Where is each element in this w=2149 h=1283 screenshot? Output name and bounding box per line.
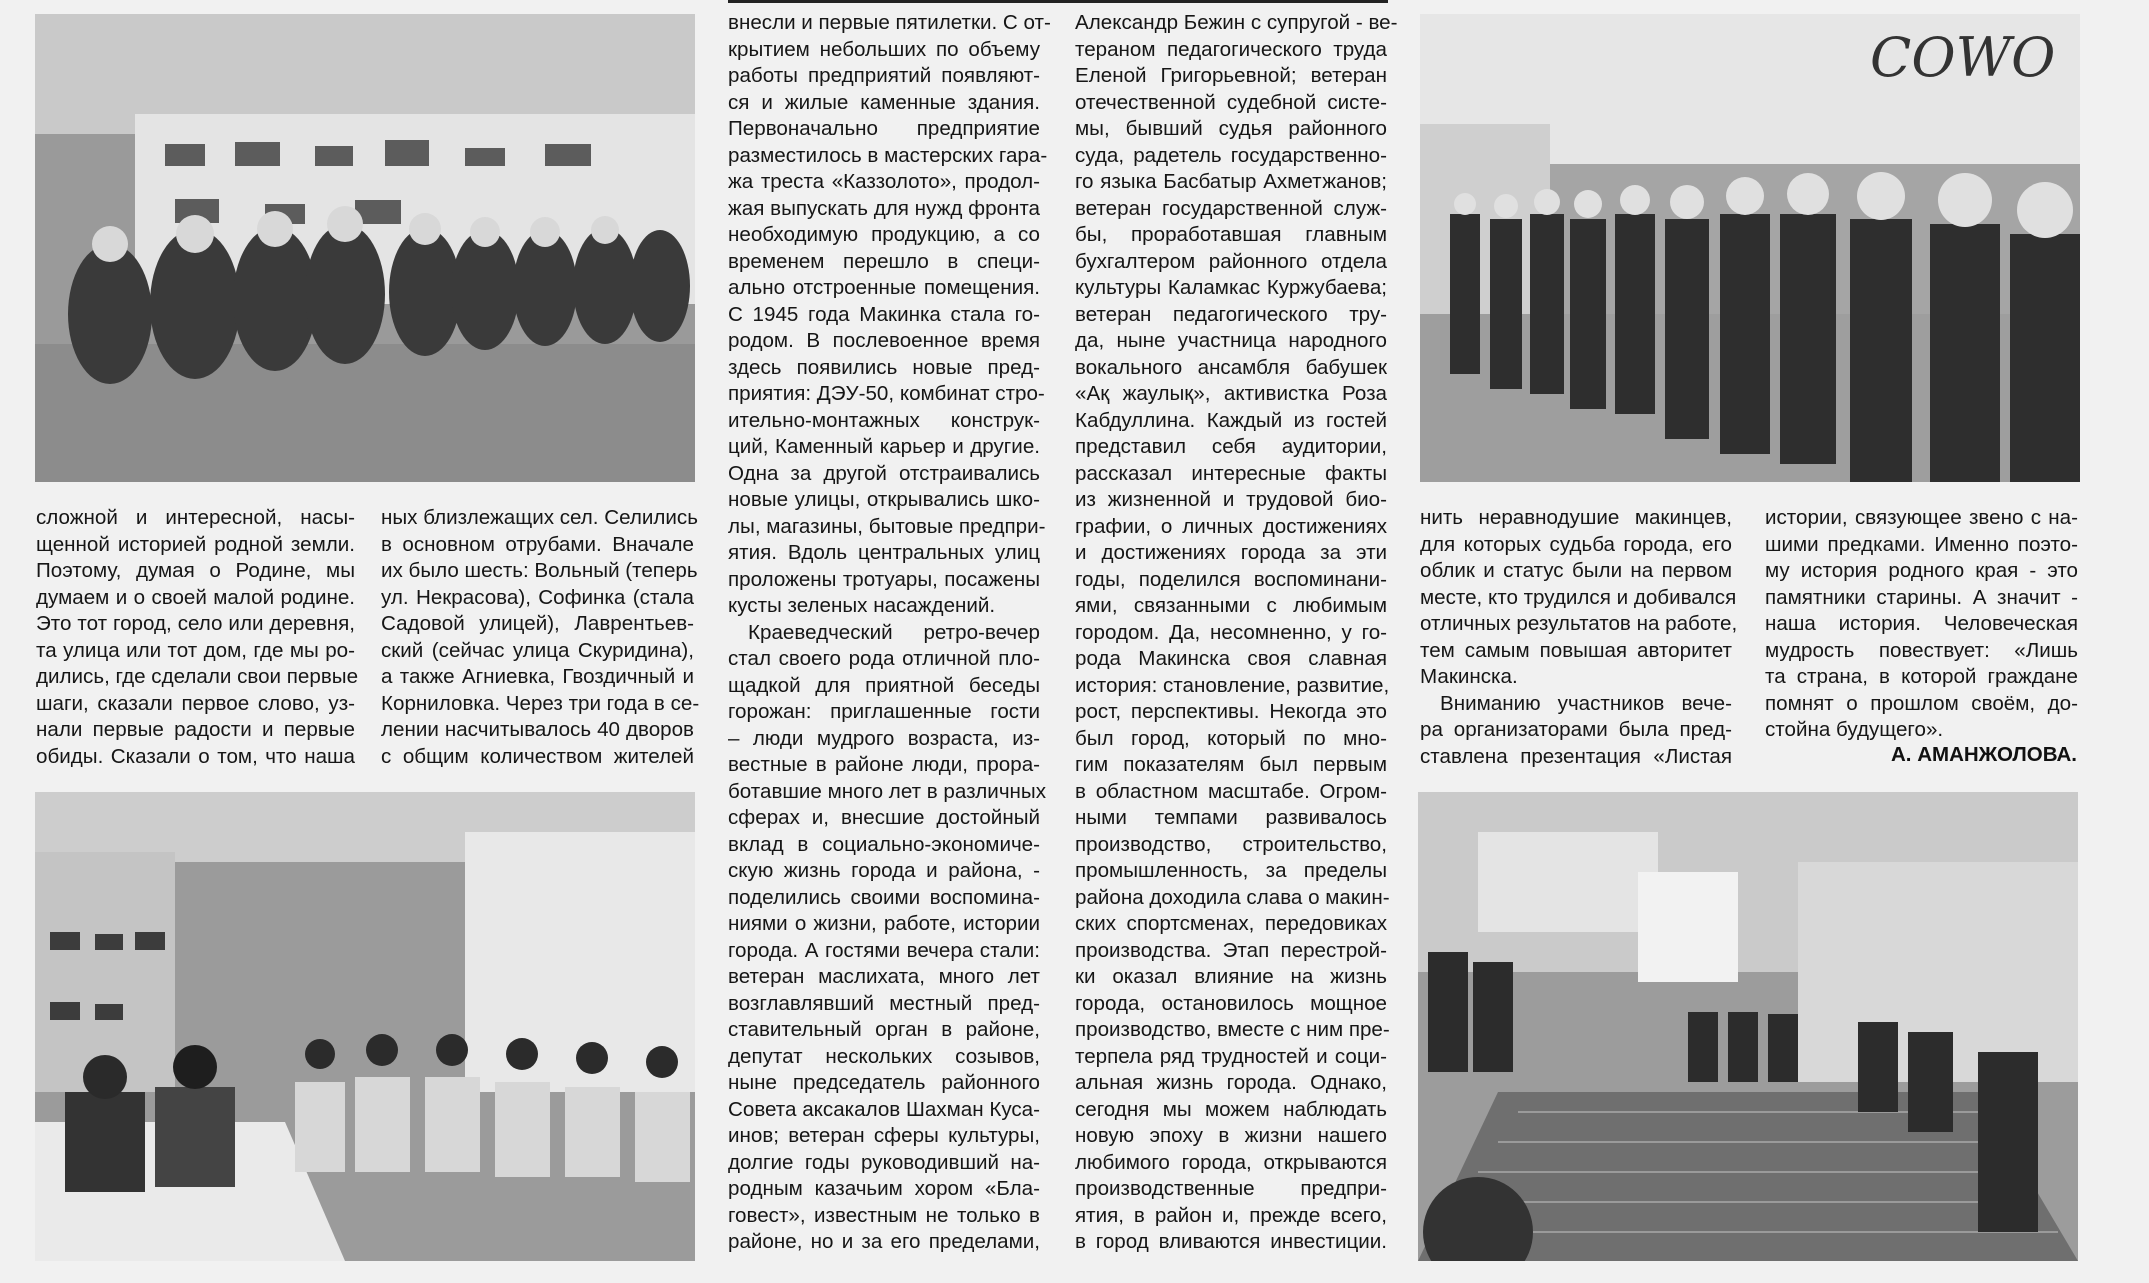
text-line: возглавлявший местный пред- bbox=[728, 991, 1040, 1015]
text-line: города. А гостями вечера стали: bbox=[728, 938, 1040, 962]
text-line: лы, магазины, бытовые предпри- bbox=[728, 514, 1046, 538]
text-line: истории, связующее звено с на- bbox=[1765, 506, 2078, 529]
text-line: культуры Каламкас Куржубаева; bbox=[1075, 276, 1387, 299]
text-line: мы, бывший судья районного bbox=[1075, 117, 1387, 140]
text-line: Первоначально предприятие bbox=[728, 117, 1040, 140]
text-line: бухгалтером районного отдела bbox=[1075, 249, 1387, 273]
text-line: мудрость повествует: «Лишь bbox=[1765, 638, 2078, 662]
text-line: производство, строительство, bbox=[1075, 832, 1387, 856]
text-line: Поэтому, думая о Родине, мы bbox=[36, 559, 355, 582]
text-line: ских спортсменах, передовиках bbox=[1075, 912, 1387, 935]
text-line: ями, связанными с любимым bbox=[1075, 594, 1387, 617]
text-line: та страна, в которой граждане bbox=[1765, 665, 2078, 688]
text-line: необходимую продукцию, а со bbox=[728, 223, 1040, 246]
text-line: работы предприятий появляют- bbox=[728, 64, 1040, 87]
text-line: ки оказал влияние на жизнь bbox=[1075, 965, 1387, 988]
text-line: дились, где сделали свои первые bbox=[36, 665, 359, 688]
text-line: инов; ветеран сферы культуры, bbox=[728, 1124, 1040, 1147]
text-line: щадкой для приятной беседы bbox=[728, 673, 1040, 697]
text-line: лении насчитывалось 40 дворов bbox=[381, 718, 694, 741]
text-line: ниями о жизни, работе, истории bbox=[728, 912, 1040, 935]
text-line: тем самым повышая авторитет bbox=[1420, 638, 1732, 662]
text-line: суда, радетель государственно- bbox=[1075, 143, 1387, 167]
text-line: – люди мудрого возраста, из- bbox=[728, 726, 1040, 750]
text-line: Корниловка. Через три года в се- bbox=[381, 691, 700, 715]
text-line: Совета аксакалов Шахман Куса- bbox=[728, 1097, 1040, 1121]
text-line: тераном педагогического труда bbox=[1075, 37, 1387, 61]
text-line: ятия, в район и, прежде всего, bbox=[1075, 1203, 1387, 1227]
text-line: крытием небольших по объему bbox=[728, 37, 1040, 61]
text-line: памятники старины. А значит - bbox=[1765, 585, 2078, 609]
text-line: рода Макинска своя славная bbox=[1075, 647, 1387, 670]
text-line: ветеран государственной служ- bbox=[1075, 196, 1387, 220]
text-line: проложены тротуары, посажены bbox=[728, 567, 1040, 591]
text-line: родным казачьим хором «Бла- bbox=[728, 1177, 1040, 1200]
text-line: сложной и интересной, насы- bbox=[36, 506, 355, 529]
text-line: временем перешло в специ- bbox=[728, 249, 1040, 273]
text-line: Еленой Григорьевной; ветеран bbox=[1075, 64, 1387, 87]
text-line: та улица или тот дом, где мы ро- bbox=[36, 638, 355, 662]
text-line: «Ақ жаулық», активистка Роза bbox=[1075, 382, 1387, 405]
text-line: графии, о личных достижениях bbox=[1075, 514, 1387, 538]
text-line: сегодня мы можем наблюдать bbox=[1075, 1097, 1387, 1121]
article-column-3 bbox=[728, 10, 1051, 1256]
text-line: в город вливаются инвестиции. bbox=[1075, 1230, 1387, 1253]
text-line: новую эпоху в жизни нашего bbox=[1075, 1124, 1387, 1147]
text-line: в основном отрубами. Вначале bbox=[381, 532, 694, 556]
text-line: промышленность, за пределы bbox=[1075, 859, 1387, 882]
text-line: облик и статус были на первом bbox=[1420, 559, 1732, 582]
text-line: помнят о прошлом своём, до- bbox=[1765, 691, 2078, 715]
text-line: ными темпами развивалось bbox=[1075, 806, 1387, 829]
wall-lettering: COWO bbox=[1870, 26, 2056, 89]
text-line: ально отстроенные помещения. bbox=[728, 276, 1040, 299]
text-line: шими предками. Именно поэто- bbox=[1765, 532, 2078, 556]
article-column-2 bbox=[381, 505, 700, 770]
top-rule bbox=[728, 0, 1388, 3]
text-line: гим показателям был первым bbox=[1075, 753, 1387, 776]
text-line: в областном масштабе. Огром- bbox=[1075, 779, 1387, 803]
text-line: отличных результатов на работе, bbox=[1420, 612, 1738, 635]
text-line: а также Агниевка, Гвоздичный и bbox=[381, 665, 694, 688]
photo-top-right bbox=[1420, 14, 2080, 482]
text-line: скую жизнь города и района, - bbox=[728, 859, 1040, 882]
text-line: ставительный орган в районе, bbox=[728, 1018, 1040, 1041]
text-line: ветеран педагогического тру- bbox=[1075, 302, 1387, 326]
text-line: говест», известным не только в bbox=[728, 1203, 1040, 1227]
text-line: Это тот город, село или деревня, bbox=[36, 612, 355, 635]
text-line: годы, поделился воспоминани- bbox=[1075, 567, 1387, 591]
text-line: Одна за другой отстраивались bbox=[728, 461, 1040, 485]
text-line: стал своего рода отличной пло- bbox=[728, 647, 1040, 670]
text-line: бы, проработавшая главным bbox=[1075, 223, 1387, 246]
text-line: родом. В послевоенное время bbox=[728, 329, 1040, 352]
text-line: ставлена презентация «Листая bbox=[1420, 744, 1732, 768]
text-line: производство, вместе с ним пре- bbox=[1075, 1018, 1390, 1041]
text-line: жая выпускать для нужд фронта bbox=[728, 196, 1040, 220]
text-line: района доходила слава о макин- bbox=[1075, 885, 1390, 909]
photo-bottom-left bbox=[35, 792, 695, 1261]
text-line: ительно-монтажных конструк- bbox=[728, 408, 1040, 432]
text-line: го языка Басбатыр Ахметжанов; bbox=[1075, 170, 1387, 193]
text-line: Александр Бежин с супругой - ве- bbox=[1075, 11, 1398, 34]
text-line: любимого города, открываются bbox=[1075, 1150, 1387, 1174]
text-line: здесь появились новые пред- bbox=[728, 355, 1040, 379]
text-line: му история родного края - это bbox=[1765, 559, 2078, 582]
text-line: рассказал интересные факты bbox=[1075, 461, 1387, 485]
text-line: нить неравнодушие макинцев, bbox=[1420, 506, 1732, 529]
text-line: ныне председатель районного bbox=[728, 1071, 1040, 1094]
text-line: с общим количеством жителей bbox=[381, 744, 694, 768]
text-line: внесли и первые пятилетки. С от- bbox=[728, 11, 1051, 34]
text-line: альная жизнь города. Однако, bbox=[1075, 1071, 1387, 1094]
text-line: да, ныне участница народного bbox=[1075, 329, 1387, 352]
article-column-1 bbox=[36, 505, 359, 770]
text-line: городом. Да, несомненно, у го- bbox=[1075, 620, 1387, 644]
text-line: Краеведческий ретро-вечер bbox=[748, 620, 1040, 644]
text-line: Макинска. bbox=[1420, 665, 1518, 688]
text-line: для которых судьба города, его bbox=[1420, 532, 1732, 556]
text-line: производства. Этап перестрой- bbox=[1075, 938, 1387, 962]
text-line: ул. Некрасова), Софинка (стала bbox=[381, 585, 694, 609]
text-line: приятия: ДЭУ-50, комбинат стро- bbox=[728, 382, 1045, 405]
text-line: отечественной судебной систе- bbox=[1075, 90, 1387, 114]
text-line: горожан: приглашенные гости bbox=[728, 700, 1040, 723]
text-line: сферах и, внесшие достойный bbox=[728, 806, 1040, 829]
text-line: города, остановилось мощное bbox=[1075, 991, 1387, 1015]
text-line: думаем и о своей малой родине. bbox=[36, 585, 355, 609]
text-line: был город, который по мно- bbox=[1075, 726, 1387, 750]
text-line: новые улицы, открывались шко- bbox=[728, 488, 1040, 511]
text-line: щенной историей родной земли. bbox=[36, 532, 355, 556]
text-line: Вниманию участников вече- bbox=[1440, 691, 1732, 715]
text-line: производственные предпри- bbox=[1075, 1177, 1387, 1200]
text-line: ятия. Вдоль центральных улиц bbox=[728, 541, 1040, 564]
text-line: вокального ансамбля бабушек bbox=[1075, 355, 1387, 379]
text-line: разместилось в мастерских гара- bbox=[728, 143, 1048, 167]
article-column-6 bbox=[1765, 505, 2078, 744]
text-line: ский (сейчас улица Скуридина), bbox=[381, 638, 694, 662]
text-line: поделились своими воспомина- bbox=[728, 885, 1040, 909]
text-line: месте, кто трудился и добивался bbox=[1420, 585, 1737, 609]
photo-top-left bbox=[35, 14, 695, 482]
text-line: Садовой улицей), Лаврентьев- bbox=[381, 612, 694, 635]
author-signature: А. АМАНЖОЛОВА. bbox=[1891, 743, 2077, 766]
photo-bottom-right bbox=[1418, 792, 2078, 1261]
text-line: нали первые радости и первые bbox=[36, 718, 355, 741]
text-line: ных близлежащих сел. Селились bbox=[381, 506, 698, 529]
text-line: жа треста «Каззолото», продол- bbox=[728, 170, 1040, 193]
text-line: ций, Каменный карьер и другие. bbox=[728, 435, 1040, 458]
text-line: рост, перспективы. Некогда это bbox=[1075, 700, 1387, 723]
text-line: обиды. Сказали о том, что наша bbox=[36, 744, 355, 768]
text-line: ветеран маслихата, много лет bbox=[728, 965, 1040, 988]
text-line: С 1945 года Макинка стала го- bbox=[728, 302, 1040, 326]
text-line: вклад в социально-экономиче- bbox=[728, 832, 1040, 856]
text-line: их было шесть: Вольный (теперь bbox=[381, 559, 698, 582]
article-column-4 bbox=[1075, 10, 1398, 1256]
text-line: из жизненной и трудовой био- bbox=[1075, 488, 1387, 511]
text-line: кусты зеленых насаждений. bbox=[728, 594, 996, 617]
text-line: депутат нескольких созывов, bbox=[728, 1044, 1040, 1068]
text-line: ботавшие много лет в различных bbox=[728, 779, 1047, 803]
text-line: ра организаторами была пред- bbox=[1420, 718, 1732, 741]
text-line: стойна будущего». bbox=[1765, 718, 1944, 741]
text-line: история: становление, развитие, bbox=[1075, 673, 1390, 697]
text-line: районе, но и за его пределами, bbox=[728, 1230, 1040, 1253]
article-column-5 bbox=[1420, 505, 1738, 770]
text-line: вестные в районе люди, прора- bbox=[728, 753, 1040, 776]
text-line: представил себя аудитории, bbox=[1075, 435, 1387, 458]
text-line: долгие годы руководивший на- bbox=[728, 1150, 1040, 1174]
text-line: наша история. Человеческая bbox=[1765, 612, 2078, 635]
text-line: и достижениях города за эти bbox=[1075, 541, 1387, 564]
text-line: ся и жилые каменные здания. bbox=[728, 90, 1040, 114]
text-line: Кабдуллина. Каждый из гостей bbox=[1075, 408, 1387, 432]
text-line: шаги, сказали первое слово, уз- bbox=[36, 691, 355, 715]
text-line: терпела ряд трудностей и соци- bbox=[1075, 1044, 1387, 1068]
